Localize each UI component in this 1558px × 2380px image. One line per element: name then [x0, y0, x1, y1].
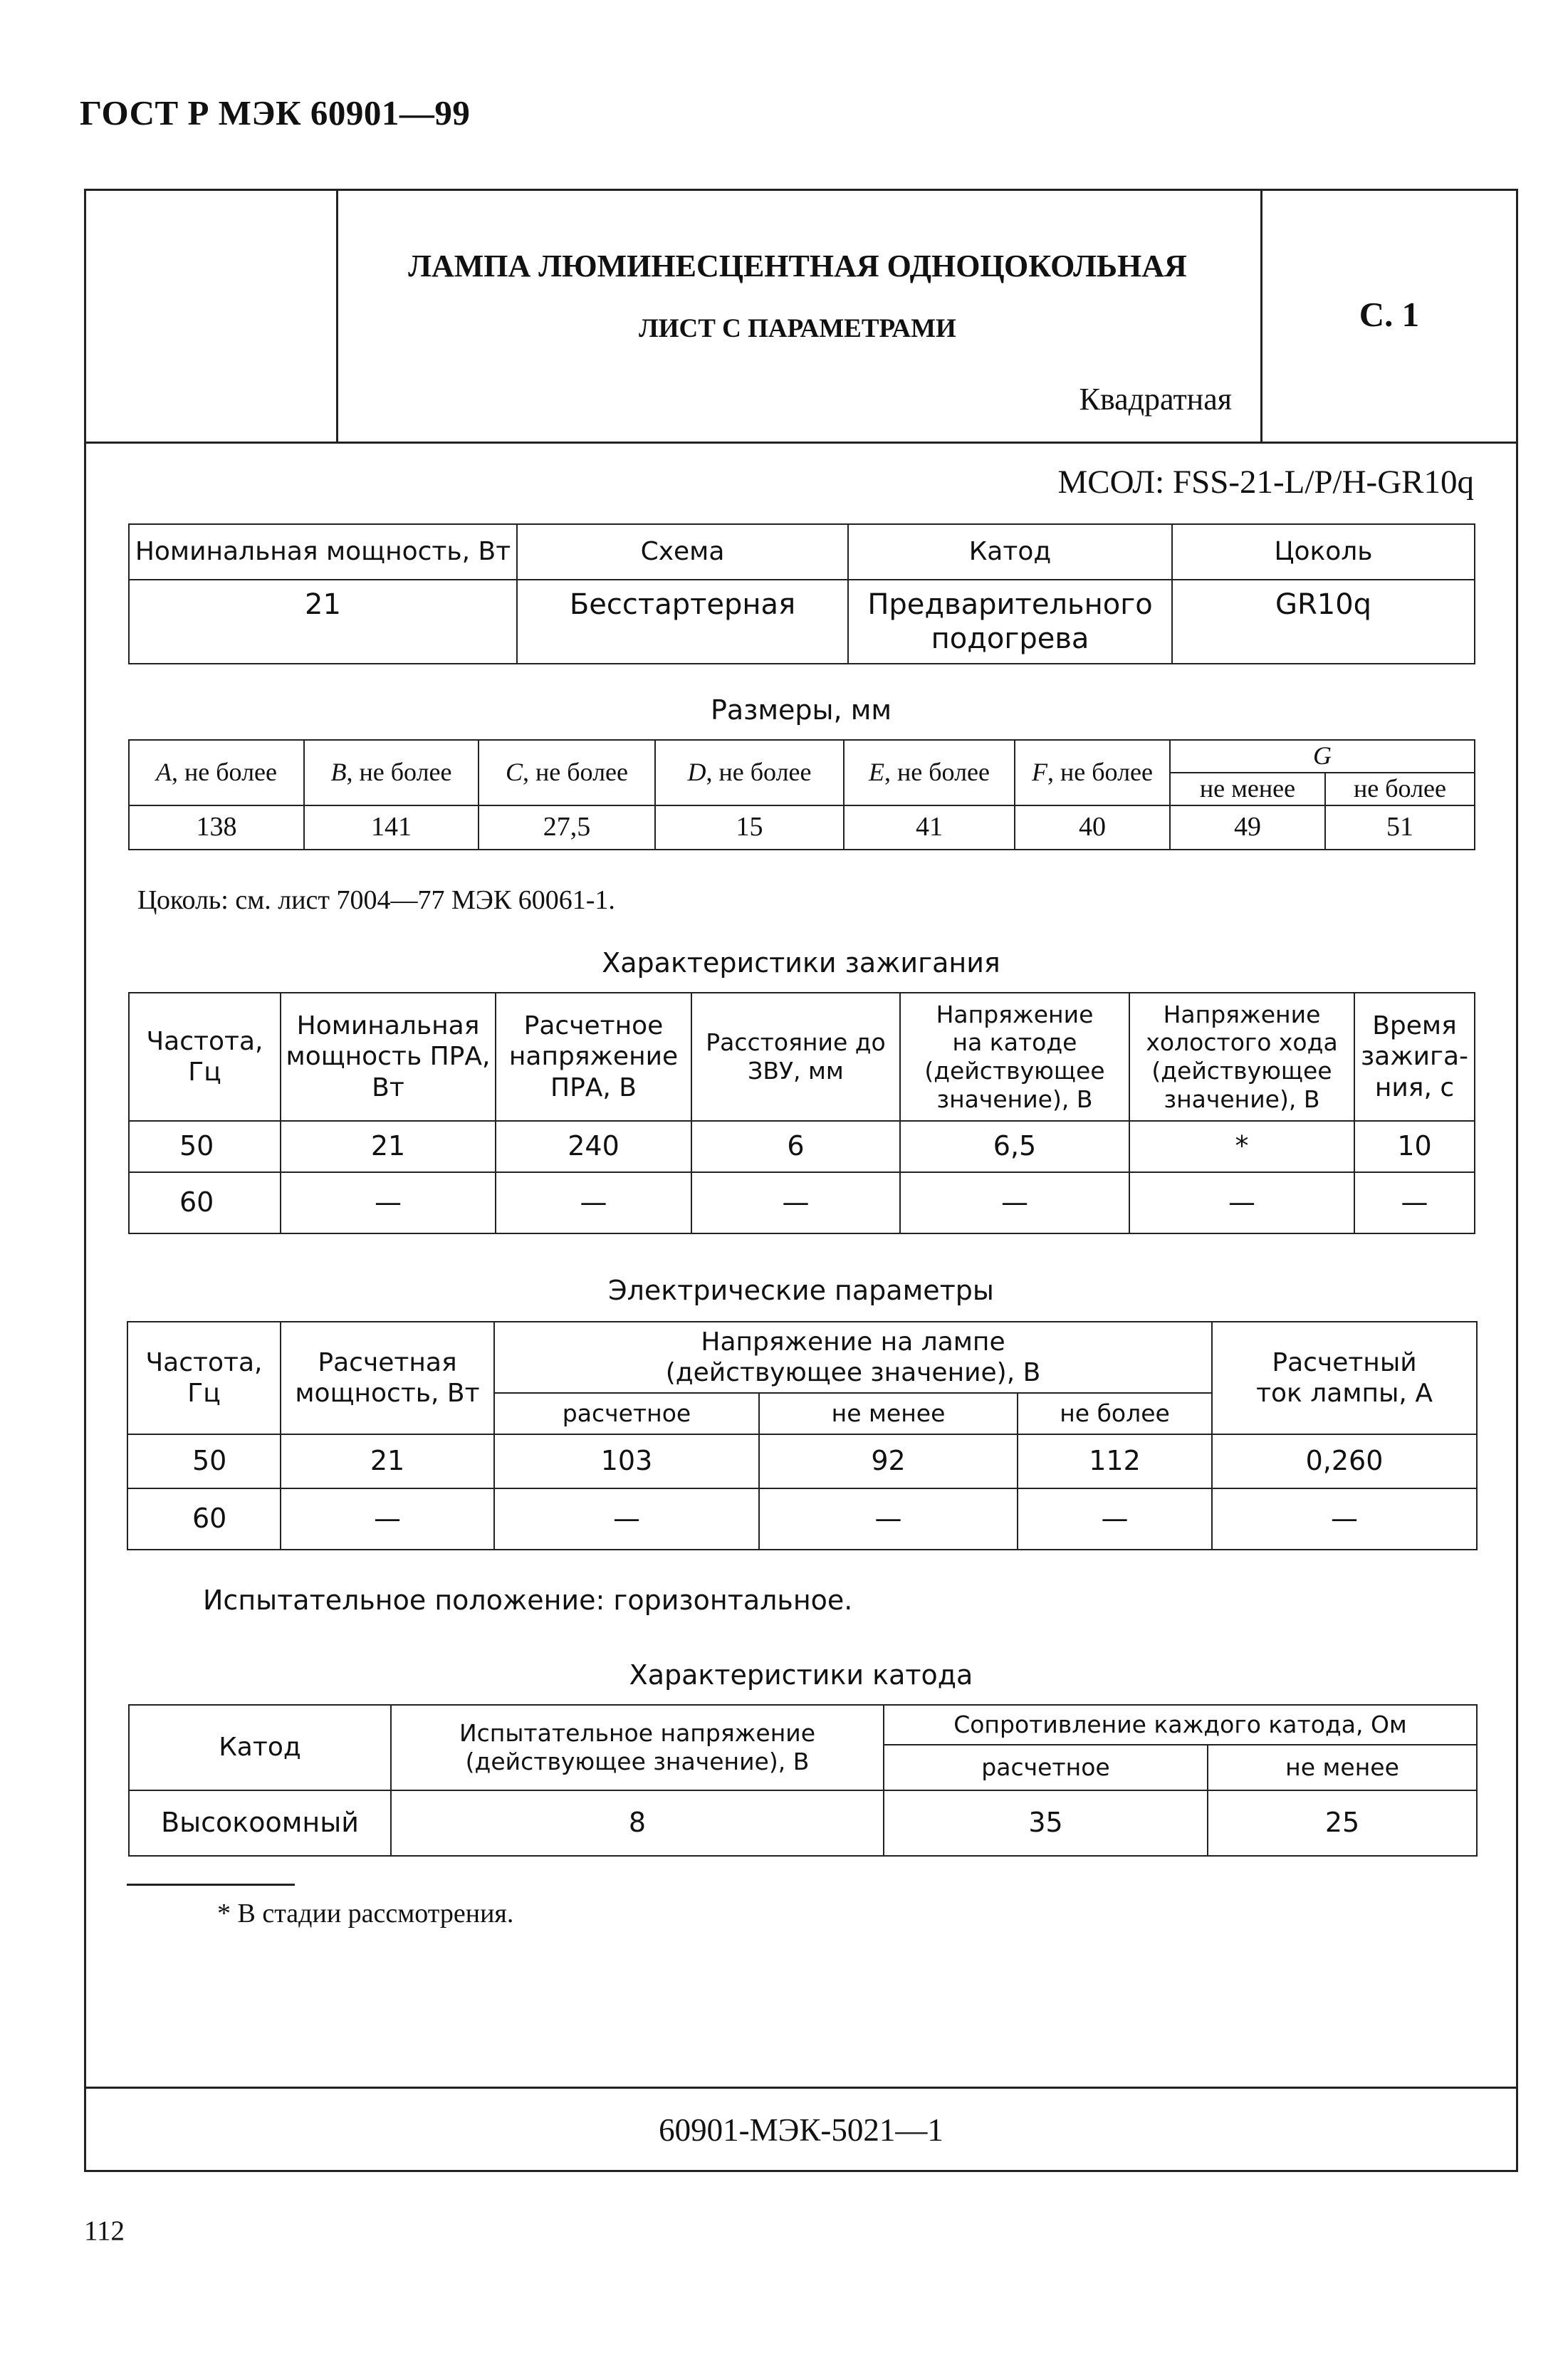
- cathode-table: [128, 1704, 1478, 1857]
- header-d: D, не более: [655, 740, 844, 805]
- footnote: * В стадии рассмотрения.: [217, 1899, 514, 1928]
- header-test-voltage: Испытательное напряжение (действующее значение), В: [391, 1705, 884, 1790]
- cell: —: [1212, 1488, 1477, 1550]
- general-table: [128, 523, 1475, 664]
- header-e: E, не более: [844, 740, 1015, 805]
- header-resistance: Сопротивление каждого катода, Ом: [884, 1705, 1477, 1745]
- title-bottom-line: [84, 442, 1518, 444]
- cell: —: [1018, 1488, 1212, 1550]
- sheet-page: С. 1: [1359, 295, 1420, 334]
- header-open-voltage: Напряжение холостого хода (действующее значение), В: [1129, 993, 1354, 1121]
- cell: 112: [1018, 1434, 1212, 1488]
- cell: 35: [884, 1790, 1208, 1856]
- cell: —: [900, 1172, 1129, 1233]
- header-power: Номинальная мощность, Вт: [129, 524, 517, 580]
- electrical-table: [127, 1321, 1478, 1550]
- header-base: Цоколь: [1172, 524, 1475, 580]
- table-row: [129, 1790, 1477, 1856]
- header-g-max: не более: [1325, 773, 1475, 805]
- cell-scheme: Бесстартерная: [517, 580, 848, 664]
- table-row: [127, 1322, 1477, 1393]
- cell-cathode: Предварительного подогрева: [848, 580, 1172, 664]
- cell: —: [1354, 1172, 1475, 1233]
- cell-power: 21: [129, 580, 517, 664]
- cell: 50: [129, 1121, 281, 1172]
- header-resistance-min: не менее: [1208, 1745, 1477, 1790]
- header-ballast-power: Номинальная мощность ПРА, Вт: [281, 993, 496, 1121]
- dimensions-caption: Размеры, мм: [710, 694, 892, 726]
- cell-e: 41: [844, 805, 1015, 850]
- footer-line: [84, 2087, 1518, 2089]
- electrical-caption: Электрические параметры: [608, 1275, 994, 1306]
- table-row: [127, 1488, 1477, 1550]
- header-f: F, не более: [1015, 740, 1170, 805]
- cell-f: 40: [1015, 805, 1170, 850]
- cell-c: 27,5: [479, 805, 655, 850]
- cell: 240: [496, 1121, 691, 1172]
- cell: 6,5: [900, 1121, 1129, 1172]
- header-g: G: [1170, 740, 1475, 773]
- header-frequency: Частота, Гц: [127, 1322, 281, 1434]
- cell: —: [759, 1488, 1018, 1550]
- cell: 25: [1208, 1790, 1477, 1856]
- header-ballast-voltage: Расчетное напряжение ПРА, В: [496, 993, 691, 1121]
- cell: —: [691, 1172, 900, 1233]
- table-row: [129, 524, 1475, 580]
- header-voltage-rated: расчетное: [494, 1393, 759, 1434]
- header-ignition-time: Время зажига- ния, с: [1354, 993, 1475, 1121]
- sheet-title: ЛАМПА ЛЮМИНЕСЦЕНТНАЯ ОДНОЦОКОЛЬНАЯ: [408, 249, 1187, 283]
- cathode-caption: Характеристики катода: [629, 1659, 973, 1691]
- cell: 10: [1354, 1121, 1475, 1172]
- cell: —: [494, 1488, 759, 1550]
- table-row: [129, 805, 1475, 850]
- cell: 50: [127, 1434, 281, 1488]
- table-row: [129, 1121, 1475, 1172]
- cell: —: [496, 1172, 691, 1233]
- page-number: 112: [84, 2215, 125, 2246]
- header-distance: Расстояние до ЗВУ, мм: [691, 993, 900, 1121]
- cell-cathode-type: Высокоомный: [129, 1790, 391, 1856]
- header-cathode: Катод: [129, 1705, 391, 1790]
- sheet-subtitle: ЛИСТ С ПАРАМЕТРАМИ: [639, 314, 956, 343]
- cell-d: 15: [655, 805, 844, 850]
- test-position-note: Испытательное положение: горизонтальное.: [203, 1585, 853, 1616]
- header-g-min: не менее: [1170, 773, 1325, 805]
- cell: 8: [391, 1790, 884, 1856]
- cell-a: 138: [129, 805, 304, 850]
- header-voltage-max: не более: [1018, 1393, 1212, 1434]
- dimensions-table: [128, 739, 1475, 850]
- header-voltage-min: не менее: [759, 1393, 1018, 1434]
- table-row: [129, 1172, 1475, 1233]
- header-resistance-rated: расчетное: [884, 1745, 1208, 1790]
- header-rated-power: Расчетная мощность, Вт: [281, 1322, 494, 1434]
- header-lamp-voltage: Напряжение на лампе (действующее значение), В: [494, 1322, 1212, 1393]
- base-note: Цоколь: см. лист 7004—77 МЭК 60061-1.: [137, 885, 615, 915]
- cell: 60: [127, 1488, 281, 1550]
- table-row: [129, 993, 1475, 1121]
- header-cathode: Катод: [848, 524, 1172, 580]
- table-row: [129, 580, 1475, 664]
- ignition-caption: Характеристики зажигания: [602, 947, 1000, 978]
- table-row: [127, 1434, 1477, 1488]
- lamp-shape: Квадратная: [1079, 382, 1232, 417]
- cell: 92: [759, 1434, 1018, 1488]
- table-row: [129, 740, 1475, 773]
- cell: —: [1129, 1172, 1354, 1233]
- cell: 21: [281, 1121, 496, 1172]
- cell: 0,260: [1212, 1434, 1477, 1488]
- header-b: B, не более: [304, 740, 479, 805]
- cell: *: [1129, 1121, 1354, 1172]
- cell-g-min: 49: [1170, 805, 1325, 850]
- cell: 21: [281, 1434, 494, 1488]
- header-scheme: Схема: [517, 524, 848, 580]
- table-row: [129, 1705, 1477, 1745]
- footnote-rule: [127, 1884, 295, 1886]
- cell: 60: [129, 1172, 281, 1233]
- cell-g-max: 51: [1325, 805, 1475, 850]
- cell: 103: [494, 1434, 759, 1488]
- header-c: C, не более: [479, 740, 655, 805]
- cell: —: [281, 1488, 494, 1550]
- cell: 6: [691, 1121, 900, 1172]
- ignition-table: [128, 992, 1475, 1234]
- header-a: A, не более: [129, 740, 304, 805]
- header-frequency: Частота, Гц: [129, 993, 281, 1121]
- document-code: ГОСТ Р МЭК 60901—99: [80, 93, 471, 132]
- cell-base: GR10q: [1172, 580, 1475, 664]
- cell: —: [281, 1172, 496, 1233]
- sheet-code: 60901-МЭК-5021—1: [659, 2112, 943, 2148]
- header-lamp-current: Расчетный ток лампы, А: [1212, 1322, 1477, 1434]
- mcol-designation: МСОЛ: FSS-21-L/P/H-GR10q: [1057, 464, 1474, 501]
- header-cathode-voltage: Напряжение на катоде (действующее значение), В: [900, 993, 1129, 1121]
- cell-b: 141: [304, 805, 479, 850]
